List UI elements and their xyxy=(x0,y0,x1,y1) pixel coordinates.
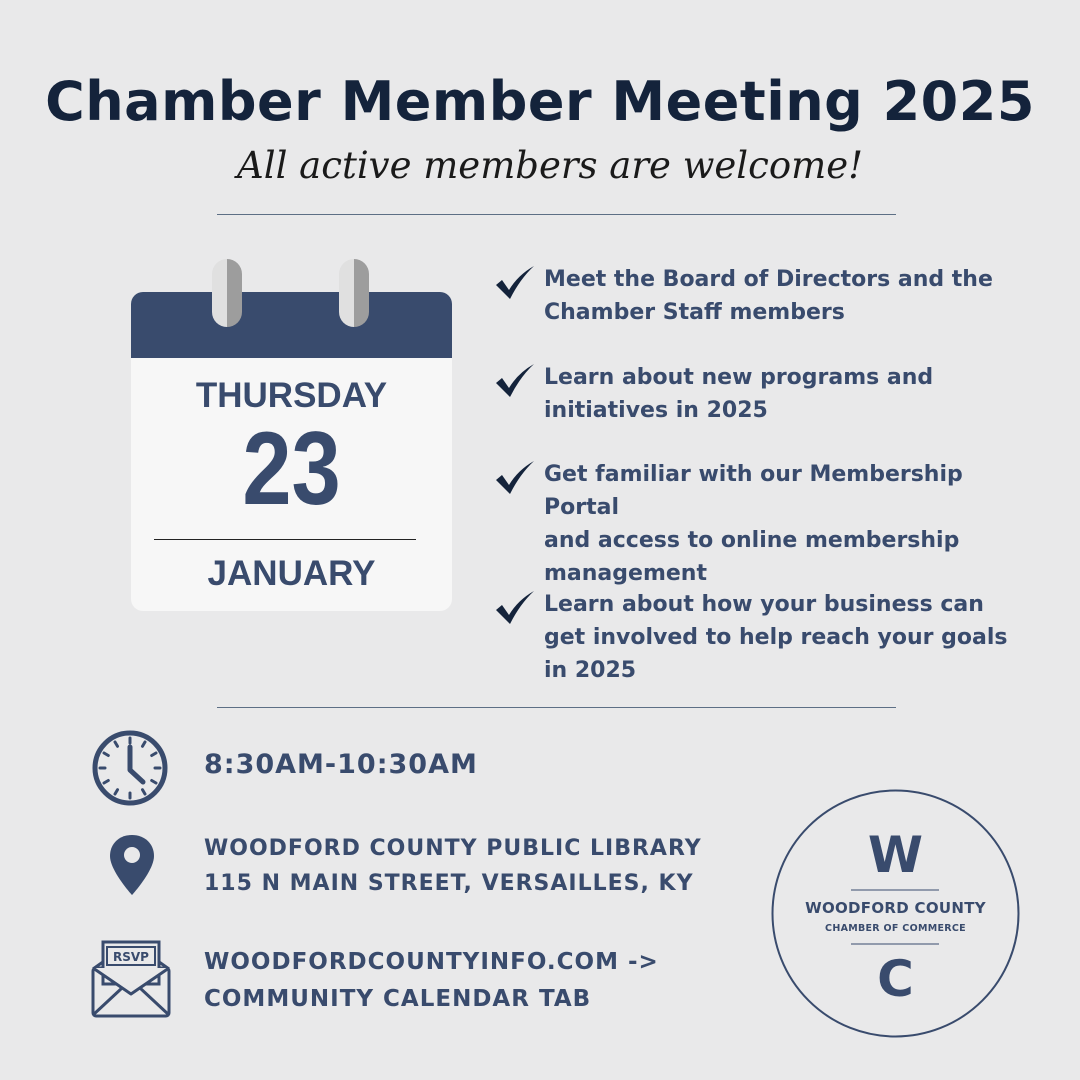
rsvp-icon-label: RSVP xyxy=(113,950,149,964)
checklist-item-text: Get familiar with our Membership Portal and access to online membership management xyxy=(544,462,963,586)
logo-organization-name: WOODFORD COUNTY xyxy=(805,899,986,917)
check-icon xyxy=(494,588,536,628)
page-subtitle: All active members are welcome! xyxy=(237,144,863,187)
meeting-location: WOODFORD COUNTY PUBLIC LIBRARY 115 N MAIN STREET, VERSAILLES, KY xyxy=(204,836,702,896)
calendar-card xyxy=(131,292,452,611)
check-icon xyxy=(494,458,536,498)
logo-letter-w: W xyxy=(867,826,924,884)
calendar-date: 23 xyxy=(242,411,341,527)
divider-top xyxy=(217,214,896,215)
clock-icon xyxy=(90,728,170,808)
check-icon xyxy=(494,263,536,303)
calendar-divider xyxy=(154,539,416,540)
rsvp-envelope-icon xyxy=(90,938,172,1020)
calendar-ring-icon xyxy=(212,259,242,327)
calendar-header-band xyxy=(131,292,452,358)
calendar-ring-icon xyxy=(339,259,369,327)
logo-letter-c: C xyxy=(877,950,914,1008)
calendar-month: JANUARY xyxy=(207,554,376,593)
calendar-weekday: THURSDAY xyxy=(195,376,388,415)
meeting-time: 8:30AM-10:30AM xyxy=(204,749,478,780)
chamber-logo xyxy=(771,789,1020,1038)
checklist-item-text: Learn about how your business can get involved to help reach your goals in 2025 xyxy=(544,592,1008,683)
map-pin-icon xyxy=(107,833,157,897)
rsvp-instructions: WOODFORDCOUNTYINFO.COM -> COMMUNITY CALENDAR TAB xyxy=(204,949,659,1012)
logo-organization-subtitle: CHAMBER OF COMMERCE xyxy=(825,923,966,934)
divider-middle xyxy=(217,707,896,708)
page-title: Chamber Member Meeting 2025 xyxy=(45,70,1035,133)
checklist-item-text: Meet the Board of Directors and the Chamber Staff members xyxy=(544,267,993,325)
check-icon xyxy=(494,361,536,401)
checklist-item-text: Learn about new programs and initiatives in 2025 xyxy=(544,365,934,423)
